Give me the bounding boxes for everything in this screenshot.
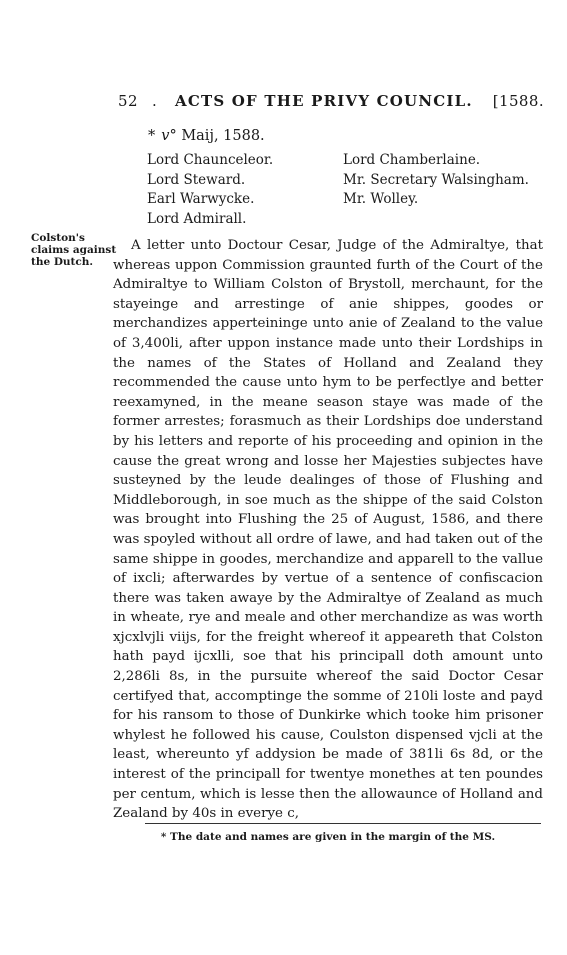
attendee: Lord Steward. — [147, 171, 246, 188]
attendees-left-column — [147, 151, 273, 229]
footnote-marker: * — [148, 128, 156, 144]
attendee: Lord Chaunceleor. — [147, 152, 274, 168]
running-header — [118, 92, 544, 112]
page-number: 52 — [118, 92, 138, 110]
header-separator: . — [152, 92, 158, 110]
footnote-rule — [145, 823, 541, 824]
attendee: Mr. Secretary Walsingham. — [343, 171, 529, 188]
header-year: [1588. — [492, 92, 544, 110]
attendee: Lord Admirall. — [147, 210, 247, 227]
attendee: Lord Chamberlaine. — [343, 152, 481, 168]
attendee: Mr. Wolley. — [343, 191, 419, 207]
date-day: v° — [161, 128, 177, 144]
body-paragraph: A letter unto Doctour Cesar, Judge of the Admiraltye, that whereas uppon Commission graunted furth of the Court of the Admiraltye to William Colston of Brystoll, merchaunt, for the stayeinge and arrestinge of anie shippes, goodes or merchandizes apperteininge unto anie of Zealand to the value of 3,400li, after uppon instance made unto their Lordships in the names of the States of Holland and Zealand they recommended the cause unto hym to be perfectlye and better reexamyned, in the meane season staye was made of the former arrestes; forasmuch as their Lordships doe understand by his letters and reporte of his proceeding and opinion in the cause the great wrong and losse her Majesties subjectes have susteyned by the leude dealinges of those of Flushing and Middleborough, in soe much as the shippe of the said Colston was brought into Flushing the 25 of August, 1586, and there was spoyled without all ordre of lawe, and had taken out of the same shippe in goodes, merchandize and apparell to the vallue of ixcli; afterwardes by vertue of a sentence of confiscacion there was taken awaye by the Admiraltye of Zealand as much in wheate, rye and meale and other merchandize as was worth xjcxlvjli viijs, for the freight whereof it appeareth that Colston hath payd ijcxlli, soe that his principall doth amount unto 2,286li 8s, in the pursuite whereof the said Doctor Cesar certifyed that, accomptinge the somme of 210li loste and payd for his ransom to those of Dunkirke which tooke him prisoner whylest he followed his cause, Coulston dispensed vjcli at the least, whereunto yf addysion be made of 381li 6s 8d, or the interest of the principall for twentye monethes at ten poundes per centum, which is lesse then the allowaunce of Holland and Zealand by 40s in everye c, — [113, 238, 543, 822]
date-text: Maij, 1588. — [181, 128, 265, 144]
meeting-date — [148, 128, 265, 144]
attendee: Earl Warwycke. — [147, 191, 255, 207]
footnote: * The date and names are given in the margin of the MS. — [160, 831, 496, 843]
running-title: ACTS OF THE PRIVY COUNCIL. — [175, 92, 473, 110]
body-text — [113, 236, 543, 824]
margin-note: Colston's claims against the Dutch. — [31, 232, 117, 268]
attendees-right-column — [343, 151, 529, 210]
